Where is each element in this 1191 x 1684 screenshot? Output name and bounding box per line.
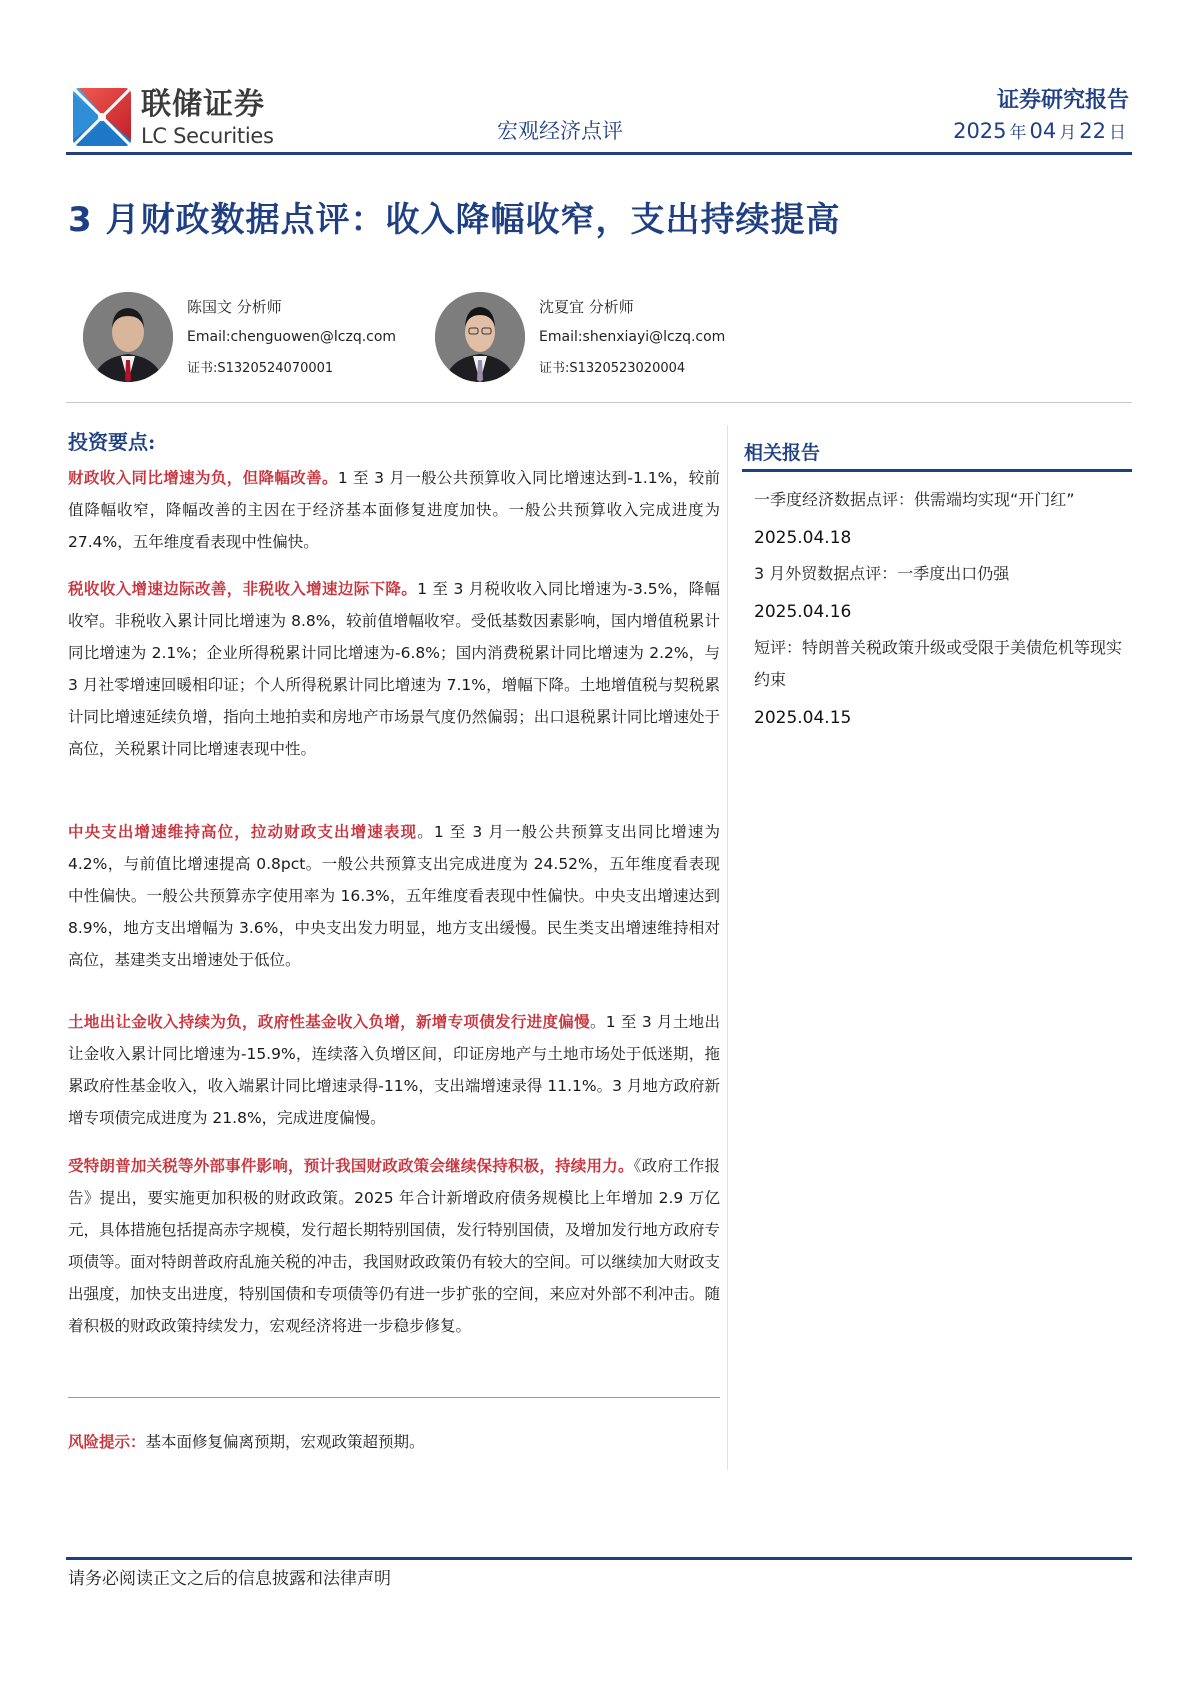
highlight-body-2: 1 至 3 月税收收入同比增速为-3.5%，降幅收窄。非税收入累计同比增速为 8.8%，较前值增幅收窄。受低基数因素影响，国内增值税累计同比增速为 2.1%；企业所得税累计同比增速为-6.8%；国内消费税累计同比增速为 2.2%，与 3 月社零增速回暖相印证；个人所得税累计同比增速为 7.1%，增幅下降。土地增值税与契税累计同比增速延续负增，指向土地拍卖和房地产市场景气度仍然偏弱；出口退税累计同比增速处于高位，关税累计同比增速表现中性。 — [68, 580, 720, 758]
related-reports-divider — [742, 469, 1132, 472]
report-type: 证券研究报告 — [996, 87, 1129, 113]
related-report-title[interactable]: 短评：特朗普关税政策升级或受限于美债危机等现实约束 — [754, 638, 1123, 689]
date-year-unit: 年 — [1009, 123, 1027, 143]
investment-highlights-heading: 投资要点: — [68, 430, 156, 454]
related-reports-heading: 相关报告 — [744, 442, 821, 464]
analyst-avatar-2 — [435, 292, 525, 382]
highlight-lead-2: 税收收入增速边际改善，非税收入增速边际下降。 — [68, 580, 418, 598]
page-title: 3 月财政数据点评：收入降幅收窄，支出持续提高 — [68, 200, 841, 240]
related-report-title[interactable]: 一季度经济数据点评：供需端均实现“开门红” — [754, 490, 1075, 509]
highlight-paragraph-3 — [68, 816, 720, 976]
analyst-name-2: 沈夏宜 分析师 — [539, 298, 634, 316]
risk-divider — [68, 1397, 720, 1398]
risk-warning — [68, 1430, 425, 1454]
analyst-email-2[interactable]: Email:shenxiayi@lczq.com — [539, 329, 726, 345]
related-report-title[interactable]: 3 月外贸数据点评：一季度出口仍强 — [754, 564, 1010, 583]
highlight-lead-3: 中央支出增速维持高位，拉动财政支出增速表现 — [68, 823, 418, 841]
highlight-body-1: 1 至 3 月一般公共预算收入同比增速达到-1.1%，较前值降幅收窄，降幅改善的主因在于经济基本面修复进度加快。一般公共预算收入完成进度为 27.4%，五年维度看表现中性偏快。 — [68, 469, 720, 551]
analyst-name-1: 陈国文 分析师 — [187, 298, 282, 316]
highlight-paragraph-1 — [68, 462, 720, 558]
date-day-unit: 日 — [1109, 123, 1126, 143]
highlight-body-5: 《政府工作报告》提出，要实施更加积极的财政政策。2025 年合计新增政府债务规模比上年增加 2.9 万亿元，具体措施包括提高赤字规模，发行超长期特别国债，发行特别国债，及增加发行地方政府专项债等。面对特朗普政府乱施关税的冲击，我国财政政策仍有较大的空间。可以继续加大财政支出强度，加快支出进度，特别国债和专项债等仍有进一步扩张的空间，来应对外部不利冲击。随着积极的财政政策持续发力，宏观经济将进一步稳步修复。 — [68, 1157, 720, 1335]
highlight-lead-5: 受特朗普加关税等外部事件影响，预计我国财政政策会继续保持积极，持续用力。 — [68, 1157, 634, 1175]
analysts-divider — [66, 402, 1132, 403]
related-reports-list — [754, 484, 1124, 738]
date-month-unit: 月 — [1059, 123, 1077, 143]
analyst-cert-2: 证书:S1320523020004 — [539, 361, 686, 376]
analyst-avatar-1 — [83, 292, 173, 382]
header-divider — [66, 152, 1132, 155]
footer-divider — [66, 1557, 1132, 1560]
report-date — [953, 118, 1129, 146]
highlight-paragraph-5 — [68, 1150, 720, 1342]
related-report-date: 2025.04.16 — [754, 602, 852, 622]
highlight-lead-4: 土地出让金收入持续为负，政府性基金收入负增，新增专项债发行进度偏慢 — [68, 1013, 590, 1031]
analyst-email-1[interactable]: Email:chenguowen@lczq.com — [187, 329, 397, 345]
column-divider — [727, 425, 728, 1470]
analyst-cert-1: 证书:S1320524070001 — [187, 361, 334, 376]
related-report-item[interactable] — [754, 632, 1124, 730]
related-report-date: 2025.04.18 — [754, 528, 852, 548]
brand-name-cn: 联储证券 — [141, 87, 265, 122]
related-report-item[interactable] — [754, 558, 1124, 624]
date-day: 22 — [1079, 119, 1106, 143]
highlight-lead-1: 财政收入同比增速为负，但降幅改善。 — [68, 469, 338, 487]
risk-label: 风险提示： — [68, 1433, 146, 1451]
brand-name-en: LC Securities — [141, 124, 274, 148]
highlight-paragraph-2 — [68, 573, 720, 765]
date-month: 04 — [1029, 119, 1057, 143]
highlight-body-4: 。1 至 3 月土地出让金收入累计同比增速为-15.9%，连续落入负增区间，印证房地产与土地市场处于低迷期，拖累政府性基金收入，收入端累计同比增速录得-11%，支出端增速录得 11.1%。3 月地方政府新增专项债完成进度为 21.8%，完成进度偏慢。 — [68, 1013, 720, 1127]
highlight-paragraph-4 — [68, 1006, 720, 1134]
footer-disclaimer: 请务必阅读正文之后的信息披露和法律声明 — [68, 1569, 391, 1589]
report-category: 宏观经济点评 — [497, 119, 623, 143]
related-report-item[interactable] — [754, 484, 1124, 550]
related-report-date: 2025.04.15 — [754, 708, 852, 728]
date-year: 2025 — [953, 119, 1007, 143]
risk-text: 基本面修复偏离预期，宏观政策超预期。 — [145, 1433, 425, 1451]
lc-securities-logo-icon — [73, 88, 131, 146]
highlight-body-3: 。1 至 3 月一般公共预算支出同比增速为 4.2%，与前值比增速提高 0.8pct。一般公共预算支出完成进度为 24.52%，五年维度看表现中性偏快。一般公共预算赤字使用率为 16.3%，五年维度看表现中性偏快。中央支出增速达到 8.9%，地方支出增幅为 3.6%，中央支出发力明显，地方支出缓慢。民生类支出增速维持相对高位，基建类支出增速处于低位。 — [68, 823, 720, 969]
